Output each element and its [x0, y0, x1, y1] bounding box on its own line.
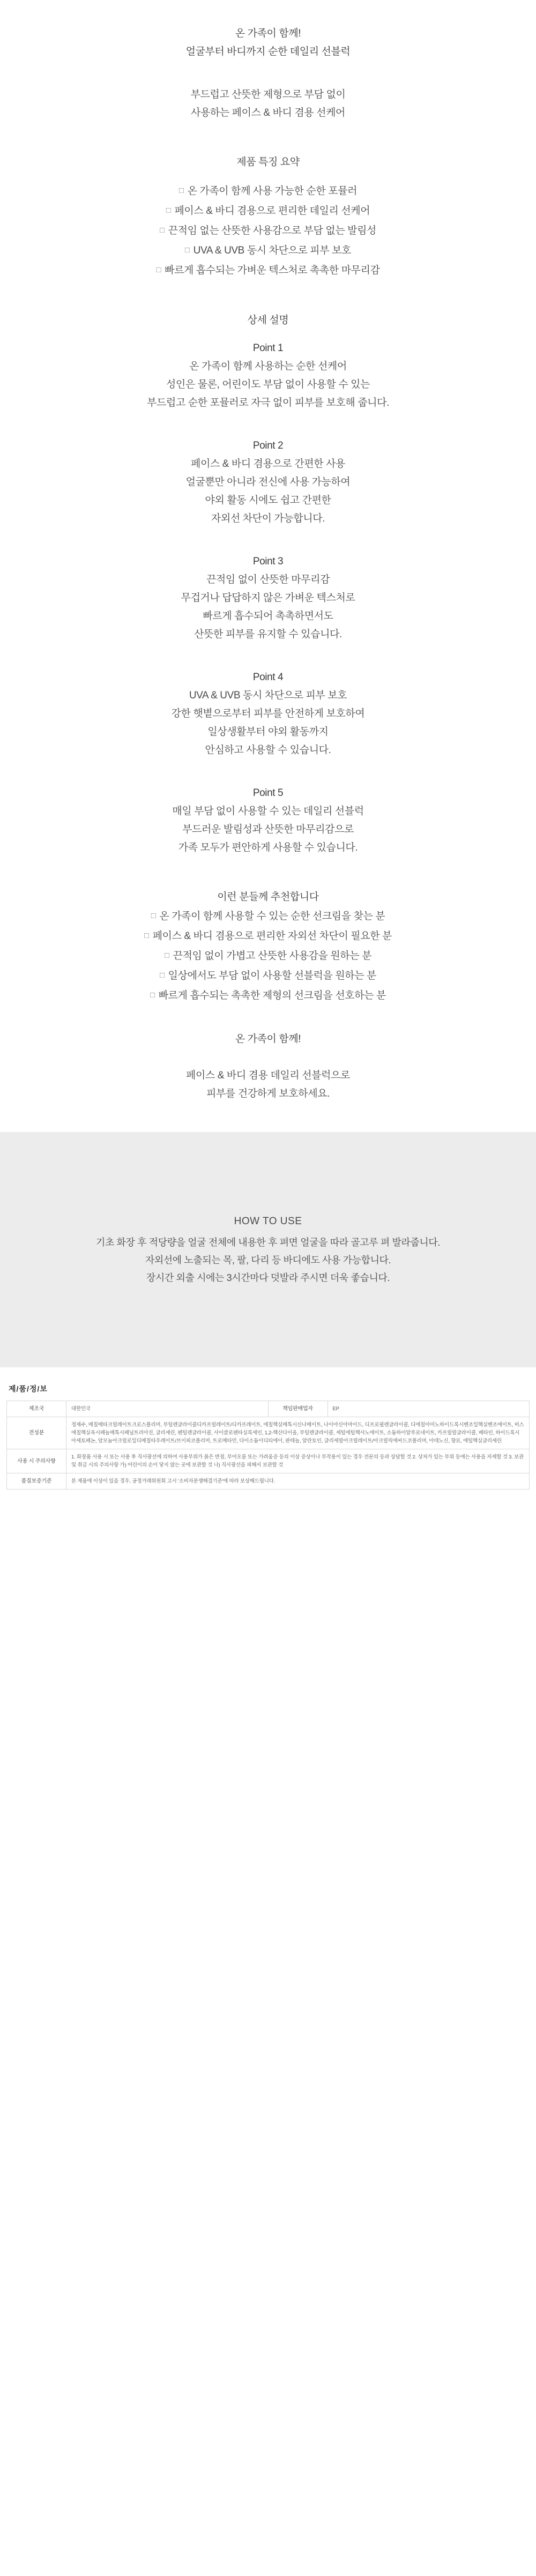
- recommend-text: 끈적임 없이 가볍고 산뜻한 사용감을 원하는 분: [173, 950, 372, 962]
- how-to-use-line: 자외선에 노출되는 목, 팔, 다리 등 바디에도 사용 가능합니다.: [145, 1255, 391, 1265]
- point-line: 온 가족이 함께 사용하는 순한 선케어: [189, 361, 347, 372]
- row-label: 품질보증기준: [7, 1473, 66, 1490]
- row-label-2: 책임판매업자: [268, 1401, 327, 1417]
- feature-text: 끈적임 없는 산뜻한 사용감으로 부담 없는 발림성: [168, 225, 377, 236]
- recommend-item: [0, 946, 536, 966]
- spacer: [0, 172, 536, 181]
- square-bullet-icon: □: [166, 206, 171, 215]
- point-line: 자외선 차단이 가능합니다.: [211, 513, 325, 524]
- closing-line-3: 피부를 건강하게 보호하세요.: [206, 1088, 330, 1099]
- feature-text: 빠르게 흡수되는 가벼운 텍스처로 촉촉한 마무리감: [165, 265, 380, 276]
- square-bullet-icon: □: [156, 265, 161, 274]
- point-line: 성인은 물론, 어린이도 부담 없이 사용할 수 있는: [166, 379, 370, 390]
- spacer: [0, 280, 536, 311]
- point-line: 강한 햇볕으로부터 피부를 안전하게 보호하여: [171, 708, 365, 719]
- point-title: Point 5: [252, 787, 284, 799]
- feature-item: [0, 260, 536, 280]
- recommend-item: [0, 986, 536, 1006]
- how-to-use-line: 기초 화장 후 적당량을 얼굴 전체에 내용한 후 펴면 얼굴을 따라 골고루 펴 발라줍니다.: [95, 1237, 440, 1248]
- square-bullet-icon: □: [164, 951, 169, 960]
- feature-text: 페이스 & 바디 겸용으로 편리한 데일리 선케어: [174, 205, 370, 217]
- row-value: 1. 화장품 사용 시 또는 사용 후 직사광선에 의하여 사용부위가 붉은 반점, 부어오름 또는 가려움증 등의 이상 증상이나 부작용이 있는 경우 전문의 등과 상담할 것 2. 상처가 있는 부위 등에는 사용을 자제할 것 3. 보관 및 취급 시의 주의사항 가) 어린이의 손이 닿지 않는 곳에 보관할 것 나) 직사광선을 피해서 보관할 것: [66, 1449, 530, 1473]
- point-line: 무겁거나 답답하지 않은 가벼운 텍스처로: [181, 592, 355, 604]
- row-label: 전성분: [7, 1417, 66, 1449]
- point-line: 빠르게 흡수되어 촉촉하면서도: [203, 611, 333, 622]
- row-label: 사용 시 주의사항: [7, 1449, 66, 1473]
- feature-item: [0, 221, 536, 241]
- row-label: 제조국: [7, 1401, 66, 1417]
- recommend-item: [0, 966, 536, 986]
- table-row: [7, 1401, 530, 1417]
- point-line: 끈적임 없이 산뜻한 마무리감: [206, 574, 330, 585]
- product-info-title: 제/품/정/보: [9, 1384, 48, 1393]
- point-title: Point 2: [252, 440, 284, 451]
- detail-heading: 상세 설명: [247, 315, 289, 326]
- recommend-text: 빠르게 흡수되는 촉촉한 제형의 선크림을 선호하는 분: [158, 990, 386, 1001]
- recommend-text: 페이스 & 바디 겸용으로 편리한 자외선 차단이 필요한 분: [152, 930, 392, 942]
- product-info-table: [6, 1401, 530, 1490]
- table-row: [7, 1473, 530, 1490]
- spacer: [0, 857, 536, 888]
- point-title: Point 4: [252, 672, 284, 683]
- intro2-line-2: 사용하는 페이스 & 바디 겸용 선케어: [190, 107, 346, 118]
- spacer: [0, 1006, 536, 1030]
- recommend-item: [0, 926, 536, 946]
- spacer: [0, 61, 536, 86]
- recommend-heading: 이런 분들께 추천합니다: [217, 891, 319, 903]
- recommend-item: [0, 906, 536, 926]
- point-title: Point 1: [252, 343, 284, 354]
- row-value: 정제수, 메칠메타크릴레이트크로스폴리머, 부틸렌글라이콜디카프릴레이트/디카프레이트, 에칠헥실메톡시신나메이트, 나이아신아마이드, 디프로필렌글라이콜, 디에칠아미노하이드록시벤조일헥실벤조에이트, 비스에칠헥실옥시페놀메톡시페닐트리아진, 글리세린, 펜틸렌글라이콜, 사이클로펜타실록세인, 1,2-헥산다이올, 부틸렌글라이콜, 세틸에틸헥사노에이트, 소듐하이알루로네이트, 카프릴릴글라이콜, 베타인, 하이드록시아세토페논, 암모늄아크릴로일디메칠타우레이트/브이피코폴리머, 트로메타민, 다이소듐이디티에이, 판테놀, 알란토인, 글리세릴아크릴레이트/아크릴릭애씨드코폴리머, 아데노신, 향료, 에틸헥실글리세린: [66, 1417, 530, 1449]
- point-line: 얼굴뿐만 아니라 전신에 사용 가능하여: [185, 477, 351, 488]
- row-value-2: EP: [327, 1401, 530, 1417]
- point-line: 페이스 & 바디 겸용으로 간편한 사용: [190, 458, 346, 470]
- square-bullet-icon: □: [184, 245, 190, 255]
- point-line: 가족 모두가 편안하게 사용할 수 있습니다.: [178, 842, 358, 853]
- product-info-section: [0, 1367, 536, 1511]
- feature-item: [0, 181, 536, 201]
- square-bullet-icon: □: [159, 226, 165, 235]
- row-value: 대한민국: [66, 1401, 269, 1417]
- point-line: 부드러운 발림성과 산뜻한 마무리감으로: [182, 824, 354, 835]
- feature-text: 온 가족이 함께 사용 가능한 순한 포뮬러: [187, 185, 358, 197]
- table-row: [7, 1449, 530, 1473]
- spacer: [0, 122, 536, 153]
- square-bullet-icon: □: [144, 931, 149, 940]
- closing-line-2: 페이스 & 바디 겸용 데일리 선블럭으로: [186, 1070, 350, 1081]
- point-line: 야외 활동 시에도 쉽고 간편한: [205, 495, 331, 506]
- recommend-text: 일상에서도 부담 없이 사용할 선블럭을 원하는 분: [168, 970, 377, 981]
- feature-item: [0, 241, 536, 260]
- square-bullet-icon: □: [178, 186, 184, 195]
- intro-line-2: 얼굴부터 바디까지 순한 데일리 선블럭: [185, 46, 351, 57]
- point-line: 매일 부담 없이 사용할 수 있는 데일리 선블럭: [172, 806, 364, 817]
- point-title: Point 3: [252, 556, 284, 567]
- point-line: UVA & UVB 동시 차단으로 피부 보호: [189, 690, 347, 701]
- spacer: [0, 760, 536, 784]
- intro-line-1: 온 가족이 함께!: [235, 28, 301, 39]
- square-bullet-icon: □: [151, 911, 156, 920]
- spacer: [0, 1048, 536, 1067]
- feature-item: [0, 201, 536, 221]
- marketing-section: [0, 0, 536, 1132]
- square-bullet-icon: □: [150, 991, 155, 1000]
- row-value: 본 제품에 이상이 있을 경우, 공정거래위원회 고시 '소비자분쟁해결기준'에 따라 보상해드립니다.: [66, 1473, 530, 1490]
- spacer: [0, 528, 536, 553]
- point-line: 산뜻한 피부를 유지할 수 있습니다.: [194, 629, 342, 640]
- intro2-line-1: 부드럽고 산뜻한 제형으로 부담 없이: [190, 89, 346, 100]
- square-bullet-icon: □: [159, 971, 165, 980]
- point-line: 일상생활부터 야외 활동까지: [207, 726, 329, 738]
- features-heading: 제품 특징 요약: [236, 157, 300, 168]
- feature-text: UVA & UVB 동시 차단으로 피부 보호: [193, 245, 352, 256]
- spacer: [0, 644, 536, 668]
- how-to-use-title: HOW TO USE: [234, 1216, 302, 1227]
- table-row: [7, 1417, 530, 1449]
- closing-line-1: 온 가족이 함께!: [235, 1033, 301, 1045]
- spacer: [0, 412, 536, 437]
- point-line: 안심하고 사용할 수 있습니다.: [205, 744, 331, 756]
- how-to-use-section: [0, 1132, 536, 1367]
- how-to-use-line: 장시간 외출 시에는 3시간마다 덧발라 주시면 더욱 좋습니다.: [146, 1272, 390, 1283]
- recommend-text: 온 가족이 함께 사용할 수 있는 순한 선크림을 찾는 분: [159, 911, 385, 922]
- point-line: 부드럽고 순한 포뮬러로 자극 없이 피부를 보호해 줍니다.: [147, 397, 389, 408]
- spacer: [0, 330, 536, 339]
